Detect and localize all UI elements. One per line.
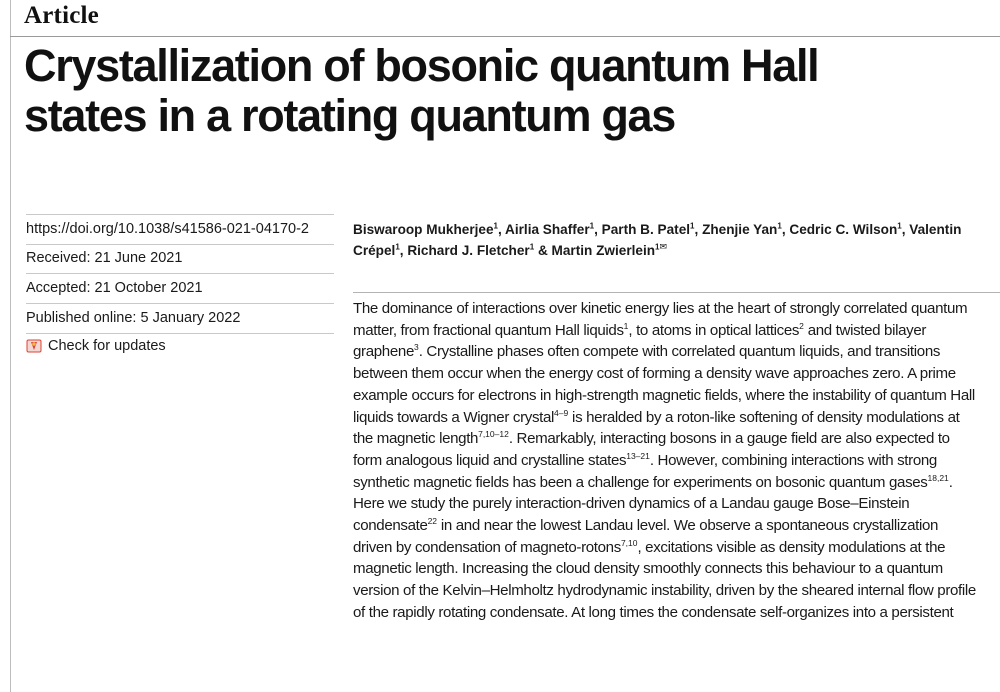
author-list [353,219,993,261]
received-date: Received: 21 June 2021 [26,250,183,266]
author-name[interactable]: Cedric C. Wilson [789,222,898,237]
author-affiliation: 1 [395,242,400,252]
meta-rule [26,333,334,334]
abstract-text: . Here we study the purely interaction-driven dynamics of a Landau gauge Bose–Einstein condensate [353,473,953,535]
author-name[interactable]: Parth B. Patel [601,222,691,237]
doi-link[interactable]: https://doi.org/10.1038/s41586-021-04170-2 [26,221,309,237]
citation-ref[interactable]: 3 [414,342,419,353]
abstract-text: and twisted bilayer graphene [353,321,927,361]
abstract-text: The dominance of interactions over kinetic energy lies at the heart of strongly correlated quantum matter, from fractional quantum Hall liquids [353,300,968,339]
citation-ref[interactable]: 4–9 [554,407,569,418]
author-affiliation: 1 [493,221,498,231]
meta-rule [26,214,334,215]
header-rule [10,36,1000,37]
abstract-text: in and near the lowest Landau level. We observe a spontaneous crystallization driven by condensation of magneto-rotons [353,517,939,556]
abstract-text: . Remarkably, interacting bosons in a gauge field are also expected to form analogous liquid and crystalline states [353,430,950,469]
author-affiliation: 1 [655,242,660,252]
author-affiliation: 1 [777,221,782,231]
envelope-icon[interactable]: ✉ [659,241,668,252]
abstract-text: , to atoms in optical lattices [628,321,800,339]
section-label: Article [24,2,99,29]
author-name[interactable]: Martin Zwierlein [551,243,656,258]
citation-ref[interactable]: 22 [427,516,438,526]
meta-rule [26,244,334,245]
check-for-updates-label: Check for updates [48,338,166,354]
meta-rule [26,303,334,304]
abstract-text: . However, combining interactions with strong synthetic magnetic fields has been a challenge for experiments on bosonic quantum gases [353,451,937,491]
left-margin-rule [10,0,11,692]
abstract-text: is heralded by a roton-like softening of density modulations at the magnetic length [353,408,960,448]
citation-ref[interactable]: 13–21 [626,450,650,461]
author-separator: , [694,222,703,237]
author-separator: , [497,222,506,237]
citation-ref[interactable]: 2 [799,320,804,331]
accepted-date: Accepted: 21 October 2021 [26,280,203,296]
author-separator: , [399,243,408,258]
author-affiliation: 1 [589,221,595,231]
check-for-updates-icon [26,338,42,354]
meta-rule [26,273,334,274]
author-name[interactable]: Biswaroop Mukherjee [353,222,494,237]
citation-ref[interactable]: 18,21 [927,472,949,483]
author-name[interactable]: Valentin Crépel [353,222,962,258]
abstract [353,298,978,624]
author-affiliation: 1 [897,221,902,231]
title-line-1: Crystallization of bosonic quantum Hall [24,40,819,91]
title-line-2: states in a rotating quantum gas [24,90,676,141]
author-name[interactable]: Zhenjie Yan [702,222,778,237]
author-separator: , [594,222,602,237]
article-title [24,41,984,141]
abstract-rule [353,292,1000,293]
citation-ref[interactable]: 7,10–12 [478,429,509,440]
check-for-updates-link[interactable] [26,338,166,354]
author-affiliation: 1 [529,242,535,252]
author-separator: & [534,243,552,258]
citation-ref[interactable]: 7,10 [620,537,638,548]
citation-ref[interactable]: 1 [623,320,629,331]
published-date: Published online: 5 January 2022 [26,310,241,326]
author-separator: , [901,222,910,237]
author-name[interactable]: Airlia Shaffer [505,222,590,237]
author-name[interactable]: Richard J. Fletcher [407,243,530,258]
abstract-text: , excitations visible as density modulations at the magnetic length. Increasing the cloud density smoothly connects this behaviour to a quantum version of the Kelvin–Helmholtz hydrodynamic instability, driven by the sheared internal flow profile of the rapidly rotating condensate. At long times the condensate self-organizes into a persistent [353,538,976,621]
author-affiliation: 1 [690,221,695,231]
abstract-text: . Crystalline phases often compete with correlated quantum liquids, and transitions between them occur when the energy cost of forming a density wave approaches zero. A prime example occurs for electrons in high-strength magnetic fields, where the instability of quantum Hall liquids towards a Wigner crystal [353,343,975,426]
author-separator: , [781,222,790,237]
